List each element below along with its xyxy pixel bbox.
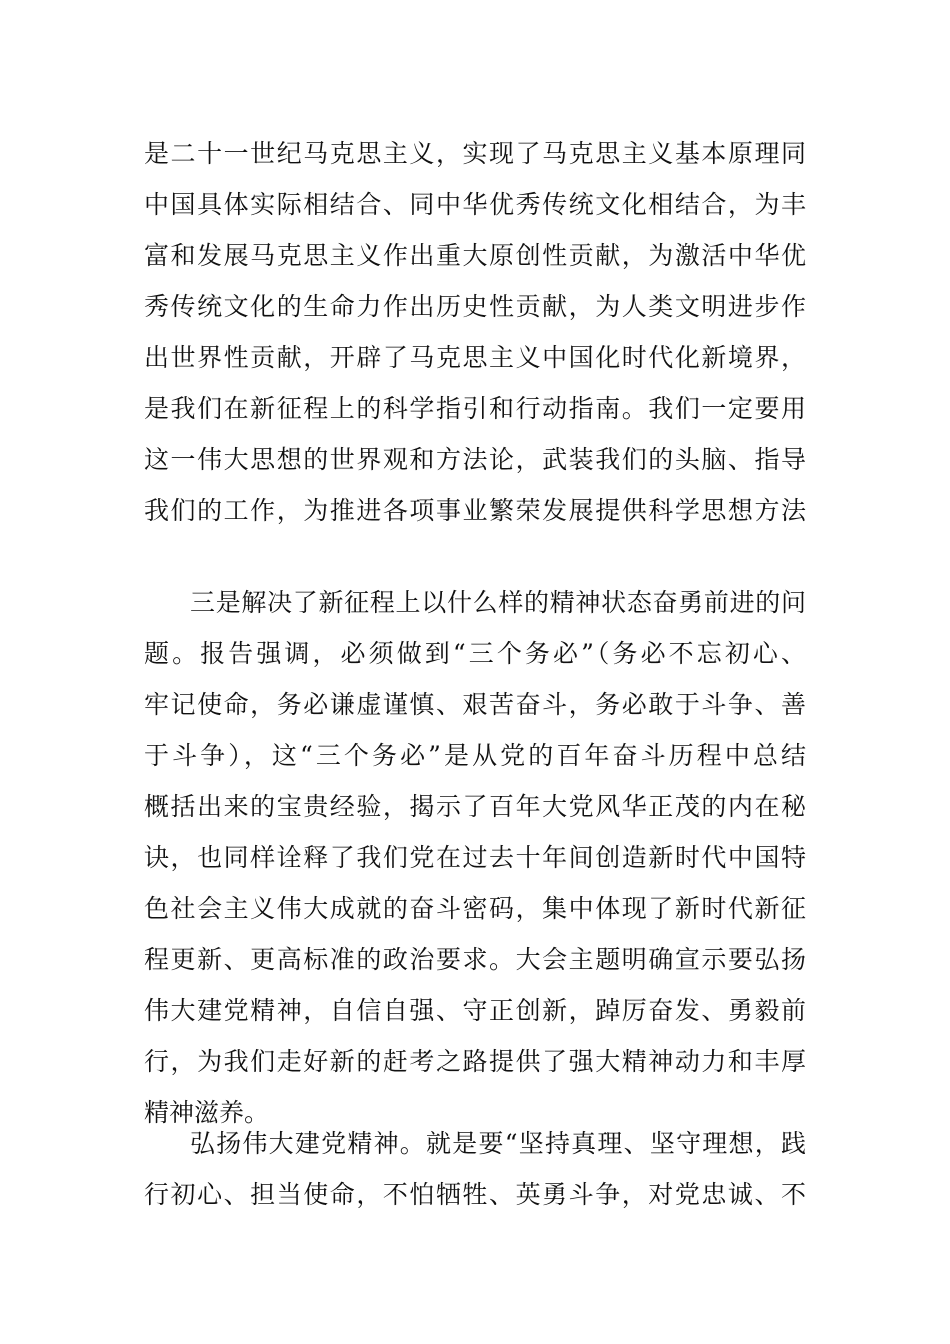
text-line: 弘扬伟大建党精神。就是要“坚持真理、坚守理想，践: [190, 1129, 806, 1158]
text-line: 是二十一世纪马克思主义，实现了马克思主义基本原理同: [144, 139, 806, 168]
paragraph-1: [144, 128, 806, 536]
text-line: 题。报告强调，必须做到“三个务必”（务必不忘初心、: [144, 639, 806, 668]
text-line: 出世界性贡献，开辟了马克思主义中国化时代化新境界，: [144, 343, 806, 372]
text-line: 我们的工作，为推进各项事业繁荣发展提供科学思想方法: [144, 496, 806, 525]
text-line: 秀传统文化的生命力作出历史性贡献，为人类文明进步作: [144, 292, 806, 321]
text-line: 诀，也同样诠释了我们党在过去十年间创造新时代中国特: [144, 843, 806, 872]
text-line: 牢记使命，务必谦虚谨慎、艰苦奋斗，务必敢于斗争、善: [144, 690, 806, 719]
text-line: 中国具体实际相结合、同中华优秀传统文化相结合，为丰: [144, 190, 806, 219]
text-line: 行，为我们走好新的赶考之路提供了强大精神动力和丰厚: [144, 1047, 806, 1076]
text-line: 行初心、担当使命，不怕牺牲、英勇斗争，对党忠诚、不: [144, 1180, 806, 1209]
text-line: 是我们在新征程上的科学指引和行动指南。我们一定要用: [144, 394, 806, 423]
text-line: 程更新、更高标准的政治要求。大会主题明确宣示要弘扬: [144, 945, 806, 974]
text-line: 富和发展马克思主义作出重大原创性贡献，为激活中华优: [144, 241, 806, 270]
text-line: 于斗争），这“三个务必”是从党的百年奋斗历程中总结: [144, 741, 806, 770]
text-line: 三是解决了新征程上以什么样的精神状态奋勇前进的问: [190, 588, 806, 617]
text-line: 色社会主义伟大成就的奋斗密码，集中体现了新时代新征: [144, 894, 806, 923]
text-line: 精神滋养。: [144, 1098, 270, 1127]
text-line: 概括出来的宝贵经验，揭示了百年大党风华正茂的内在秘: [144, 792, 806, 821]
paragraph-3: [144, 1118, 806, 1220]
text-line: 伟大建党精神，自信自强、守正创新，踔厉奋发、勇毅前: [144, 996, 806, 1025]
text-line: 这一伟大思想的世界观和方法论，武装我们的头脑、指导: [144, 445, 806, 474]
paragraph-2: [144, 577, 806, 1138]
